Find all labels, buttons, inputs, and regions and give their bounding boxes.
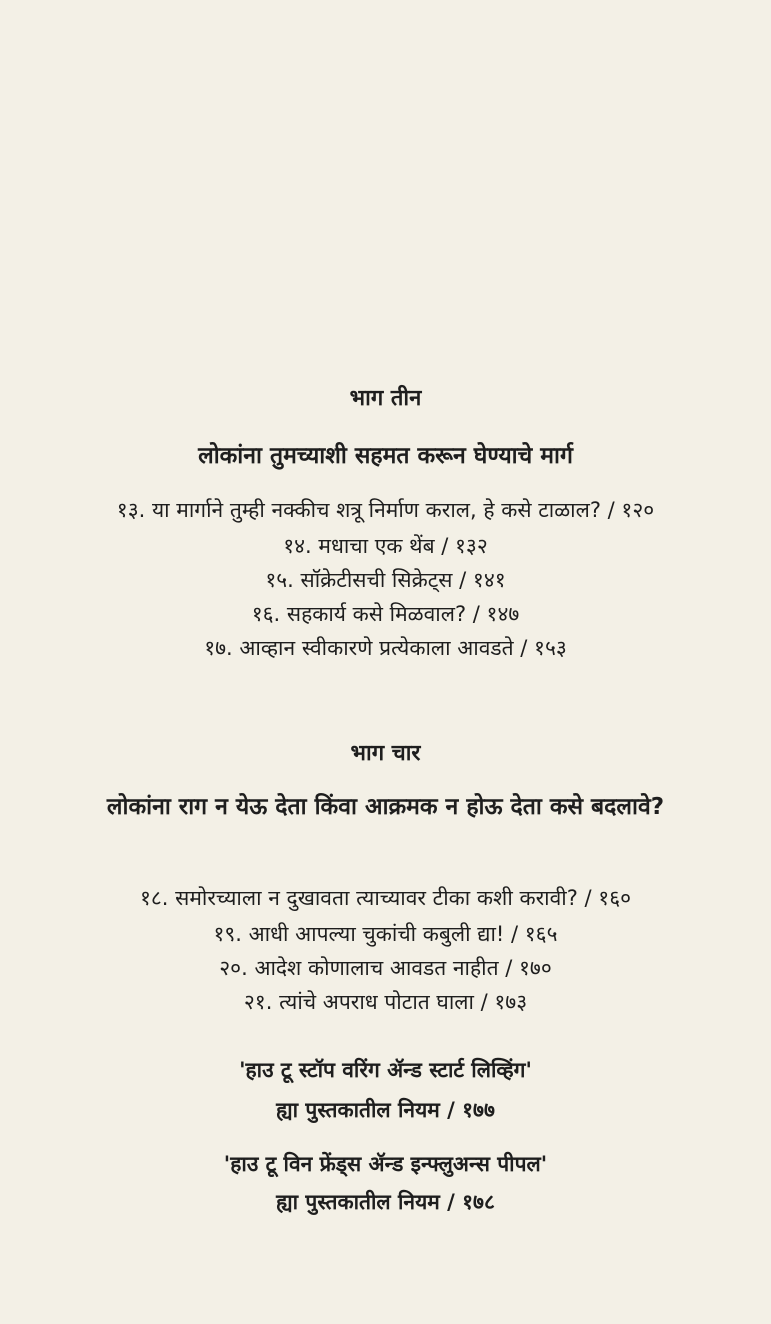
part-three-label: भाग तीन xyxy=(349,386,422,411)
chapter-13-entry: १३. या मार्गाने तुम्ही नक्कीच शत्रू निर्माण कराल, हे कसे टाळाल? / १२० xyxy=(116,498,655,522)
chapter-21-entry: २१. त्यांचे अपराध पोटात घाला / १७३ xyxy=(243,990,528,1014)
part-four-title: लोकांना राग न येऊ देता किंवा आक्रमक न होऊ देता कसे बदलावे? xyxy=(106,794,665,820)
reference-book-1-title: 'हाउ टू स्टॉप वरिंग ॲन्ड स्टार्ट लिव्हिंग' xyxy=(239,1058,532,1082)
chapter-20-entry: २०. आदेश कोणालाच आवडत नाहीत / १७० xyxy=(219,956,552,980)
chapter-17-entry: १७. आव्हान स्वीकारणे प्रत्येकाला आवडते / १५३ xyxy=(204,636,567,660)
reference-book-1-rules: ह्या पुस्तकातील नियम / १७७ xyxy=(276,1098,495,1122)
reference-book-2-title: 'हाउ टू विन फ्रेंड्स ॲन्ड इन्फ्लुअन्स पीपल' xyxy=(223,1152,548,1176)
reference-book-2-rules: ह्या पुस्तकातील नियम / १७८ xyxy=(276,1190,495,1214)
chapter-14-entry: १४. मधाचा एक थेंब / १३२ xyxy=(283,534,488,558)
chapter-15-entry: १५. सॉक्रेटीसची सिक्रेट्स / १४१ xyxy=(265,568,506,592)
chapter-18-entry: १८. समोरच्याला न दुखावता त्याच्यावर टीका कशी करावी? / १६० xyxy=(139,886,632,910)
chapter-16-entry: १६. सहकार्य कसे मिळवाल? / १४७ xyxy=(251,602,520,626)
part-three-title: लोकांना तुमच्याशी सहमत करून घेण्याचे मार्ग xyxy=(198,443,573,469)
chapter-19-entry: १९. आधी आपल्या चुकांची कबुली द्या! / १६५ xyxy=(213,922,558,946)
part-four-label: भाग चार xyxy=(350,741,421,766)
